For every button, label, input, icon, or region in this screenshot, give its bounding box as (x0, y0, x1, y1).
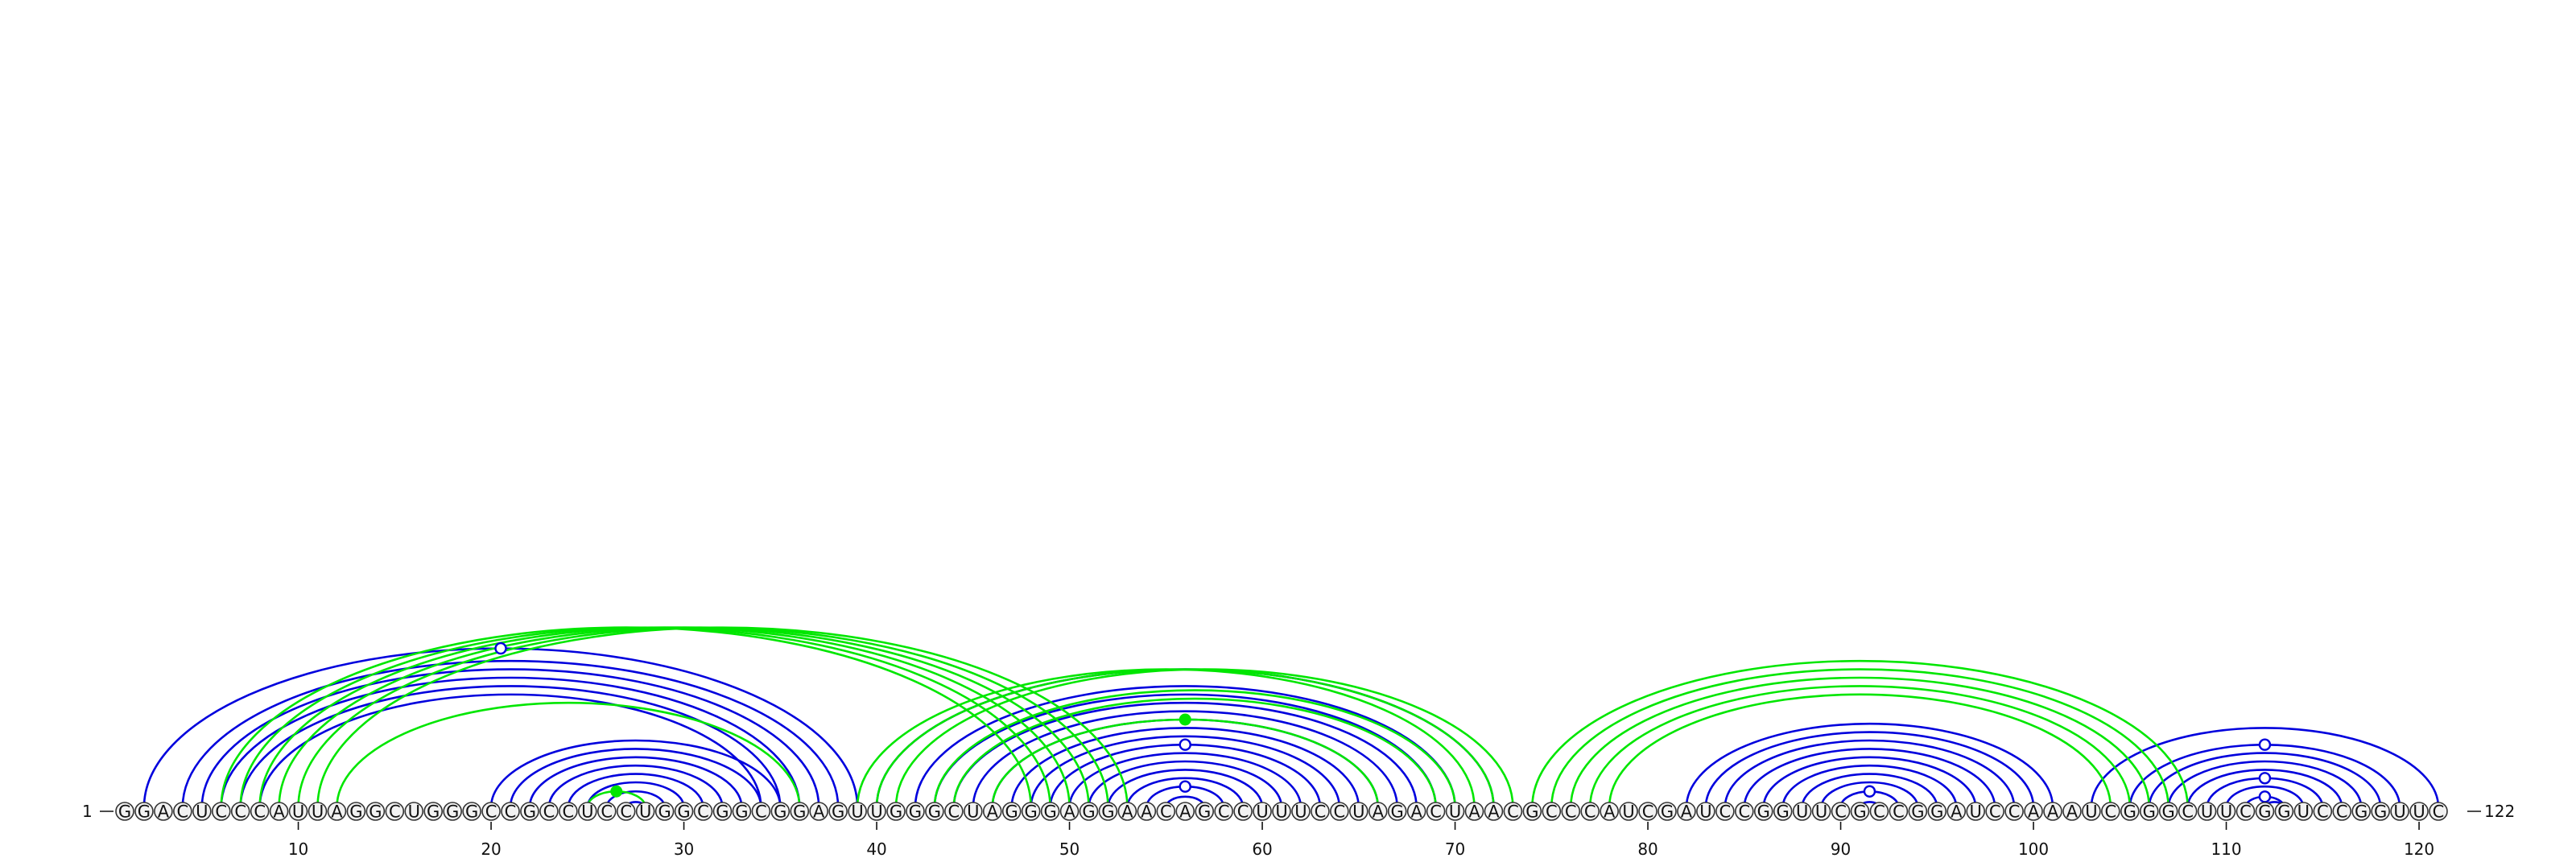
nucleotide-letter: A (331, 802, 343, 822)
nucleotide (1253, 802, 1271, 822)
nucleotide (1484, 802, 1502, 822)
nucleotide-letter: G (1660, 802, 1674, 822)
nucleotide (1022, 802, 1040, 822)
nucleotide-letter: C (388, 802, 401, 822)
nucleotide (964, 802, 982, 822)
nucleotide (1331, 802, 1348, 822)
end-label: 122 (2484, 802, 2516, 821)
nucleotide (848, 802, 866, 822)
nucleotide (2314, 802, 2331, 822)
nucleotide-letter: U (1622, 802, 1635, 822)
nucleotide (482, 802, 500, 822)
nucleotide (1447, 802, 1464, 822)
nucleotide-letter: G (2355, 802, 2368, 822)
nucleotide-letter: C (1545, 802, 1558, 822)
tick-label: 50 (1059, 839, 1080, 858)
filled-marker (1179, 714, 1191, 725)
nucleotide (1215, 802, 1232, 822)
nucleotide (637, 802, 654, 822)
nucleotide-letter: U (581, 802, 594, 822)
nucleotide-letter: C (1893, 802, 1905, 822)
nucleotide (675, 802, 693, 822)
nucleotide (1080, 802, 1098, 822)
nucleotide-letter: G (1101, 802, 1115, 822)
nucleotide-letter: U (2219, 802, 2233, 822)
nucleotide-letter: C (1236, 802, 1249, 822)
nucleotide-letter: G (1024, 802, 1038, 822)
nucleotide (1697, 802, 1715, 822)
nucleotide-letter: G (889, 802, 903, 822)
nucleotide (1581, 802, 1599, 822)
nucleotide-letter: C (1430, 802, 1442, 822)
nucleotide-letter: C (254, 802, 266, 822)
nucleotide-letter: G (2258, 802, 2272, 822)
nucleotide (251, 802, 269, 822)
nucleotide-letter: G (1853, 802, 1867, 822)
nucleotide-letter: C (1333, 802, 1346, 822)
nucleotide (1003, 802, 1021, 822)
green-arc (1609, 695, 2111, 807)
nucleotide-letter: C (234, 802, 247, 822)
nucleotide-letter: G (1043, 802, 1057, 822)
nucleotide-letter: G (1757, 802, 1770, 822)
blue-arc (260, 695, 762, 807)
nucleotide (791, 802, 808, 822)
nucleotide-letter: A (1141, 802, 1153, 822)
tick-label: 10 (287, 839, 309, 858)
nucleotide-letter: U (2085, 802, 2098, 822)
nucleotide-letter: G (1930, 802, 1944, 822)
nucleotide-letter: C (1988, 802, 2001, 822)
nucleotide-letter: C (504, 802, 517, 822)
nucleotide (2083, 802, 2100, 822)
nucleotide-letter: C (1738, 802, 1751, 822)
nucleotide (984, 802, 1001, 822)
nucleotide (540, 802, 558, 822)
nucleotide-letter: U (1294, 802, 1307, 822)
position-ticks (288, 822, 2434, 858)
nucleotide-letter: C (1719, 802, 1732, 822)
nucleotide (2140, 802, 2158, 822)
nucleotide (1061, 802, 1079, 822)
nucleotide-letter: C (1159, 802, 1172, 822)
nucleotide-letter: G (658, 802, 671, 822)
nucleotide-letter: G (793, 802, 807, 822)
nucleotide (1639, 802, 1657, 822)
green-arc (1551, 670, 2168, 807)
nucleotide (1427, 802, 1445, 822)
nucleotide (926, 802, 943, 822)
nucleotide-letter: U (1275, 802, 1288, 822)
nucleotide (521, 802, 539, 822)
nucleotide (713, 802, 731, 822)
nucleotide (906, 802, 924, 822)
tick-label: 70 (1444, 839, 1466, 858)
nucleotide-letter: U (291, 802, 305, 822)
nucleotide-letter: G (427, 802, 440, 822)
nucleotide-letter: G (2374, 802, 2388, 822)
nucleotide-letter: G (137, 802, 151, 822)
nucleotide (2333, 802, 2351, 822)
nucleotide-letter: U (1448, 802, 1462, 822)
nucleotide-letter: U (311, 802, 324, 822)
nucleotide (1195, 802, 1213, 822)
nucleotide-letter: G (1911, 802, 1925, 822)
nucleotide (887, 802, 905, 822)
nucleotide-letter: A (1410, 802, 1422, 822)
nucleotide-letter: C (2316, 802, 2329, 822)
nucleotide-letter: U (1699, 802, 1712, 822)
nucleotide (463, 802, 481, 822)
nucleotide (1620, 802, 1637, 822)
nucleotide (1889, 802, 1907, 822)
nucleotide-letter: U (638, 802, 652, 822)
nucleotide (598, 802, 616, 822)
nucleotide (1523, 802, 1541, 822)
nucleotide (444, 802, 461, 822)
nucleotide-letter: A (2046, 802, 2059, 822)
nucleotide (2237, 802, 2255, 822)
nucleotide-letter: C (543, 802, 555, 822)
nucleotide-letter: G (446, 802, 460, 822)
tick-label: 80 (1637, 839, 1658, 858)
open-marker (2260, 773, 2270, 783)
green-arc (336, 703, 799, 807)
nucleotide (1042, 802, 1059, 822)
nucleotide-letter: G (832, 802, 845, 822)
nucleotide-letter: U (2297, 802, 2310, 822)
base-pair-arcs (144, 628, 2438, 807)
nucleotide-letter: G (716, 802, 729, 822)
nucleotide-letter: C (947, 802, 960, 822)
nucleotide (2005, 802, 2023, 822)
nucleotide (232, 802, 250, 822)
nucleotide (2025, 802, 2042, 822)
nucleotide-letter: C (215, 802, 228, 822)
nucleotide-letter: C (697, 802, 709, 822)
nucleotide-letter: U (967, 802, 980, 822)
nucleotide (829, 802, 847, 822)
nucleotide (1600, 802, 1618, 822)
open-marker (496, 643, 506, 654)
nucleotide (2160, 802, 2178, 822)
nucleotide-letter: C (562, 802, 575, 822)
nucleotide (1658, 802, 1676, 822)
nucleotide (2372, 802, 2389, 822)
nucleotide (116, 802, 134, 822)
nucleotide-letter: A (1179, 802, 1191, 822)
tick-label: 40 (866, 839, 887, 858)
nucleotide-letter: C (1835, 802, 1847, 822)
nucleotide (135, 802, 153, 822)
nucleotide (1755, 802, 1773, 822)
tick-label: 60 (1252, 839, 1273, 858)
nucleotide (1273, 802, 1290, 822)
nucleotide-letter: U (1256, 802, 1269, 822)
nucleotide (2410, 802, 2428, 822)
nucleotide-letter: G (1082, 802, 1096, 822)
nucleotide-letter: C (1583, 802, 1596, 822)
nucleotide-letter: C (601, 802, 613, 822)
nucleotide (1176, 802, 1194, 822)
nucleotide-letter: A (2066, 802, 2079, 822)
nucleotide-letter: U (870, 802, 883, 822)
nucleotide-letter: G (349, 802, 363, 822)
nucleotide (270, 802, 288, 822)
nucleotide (2102, 802, 2120, 822)
nucleotide-letter: U (1814, 802, 1828, 822)
nucleotide (1099, 802, 1117, 822)
nucleotide-letter: A (273, 802, 285, 822)
nucleotide (328, 802, 345, 822)
nucleotide (2352, 802, 2370, 822)
nucleotide (1832, 802, 1850, 822)
nucleotide (290, 802, 308, 822)
nucleotide (868, 802, 886, 822)
nucleotide-letter: C (1641, 802, 1654, 822)
nucleotide (1870, 802, 1888, 822)
nucleotide (1292, 802, 1310, 822)
nucleotide (2275, 802, 2293, 822)
nucleotide (1928, 802, 1946, 822)
nucleotide-letter: U (407, 802, 420, 822)
nucleotide-letter: C (620, 802, 633, 822)
nucleotide (579, 802, 597, 822)
nucleotide (174, 802, 192, 822)
nucleotide (2198, 802, 2216, 822)
nucleotide (502, 802, 519, 822)
nucleotide (617, 802, 635, 822)
nucleotide (733, 802, 750, 822)
nucleotide-letter: A (986, 802, 998, 822)
nucleotide-letter: C (755, 802, 767, 822)
nucleotide-letter: C (2182, 802, 2194, 822)
nucleotide (193, 802, 211, 822)
nucleotide (2391, 802, 2409, 822)
nucleotide-letter: C (1873, 802, 1885, 822)
nucleotide-letter: C (1564, 802, 1577, 822)
nucleotide-letter: C (2432, 802, 2445, 822)
nucleotide-letter: U (2393, 802, 2406, 822)
nucleotide (1794, 802, 1811, 822)
nucleotide (155, 802, 172, 822)
nucleotide (1369, 802, 1387, 822)
nucleotide (1813, 802, 1831, 822)
nucleotide (752, 802, 770, 822)
nucleotide-letter: G (927, 802, 942, 822)
nucleotide (1716, 802, 1734, 822)
nucleotide-letter: C (2008, 802, 2021, 822)
nucleotide-letter: A (1603, 802, 1616, 822)
nucleotide-letter: U (1352, 802, 1365, 822)
nucleotide (2218, 802, 2235, 822)
nucleotide-letter: A (157, 802, 170, 822)
nucleotide-letter: G (1005, 802, 1018, 822)
nucleotide-letter: C (2104, 802, 2117, 822)
nucleotide-letter: G (522, 802, 537, 822)
nucleotide (1118, 802, 1136, 822)
nucleotide-letter: G (2142, 802, 2156, 822)
nucleotide (2063, 802, 2081, 822)
nucleotide (2044, 802, 2062, 822)
nucleotide (1852, 802, 1869, 822)
open-marker (1864, 786, 1875, 797)
tick-label: 20 (481, 839, 502, 858)
open-marker (1180, 782, 1191, 792)
tick-label: 30 (673, 839, 695, 858)
nucleotide (213, 802, 230, 822)
nucleotide (424, 802, 442, 822)
tick-label: 100 (2017, 839, 2050, 858)
start-label: 1 (82, 802, 93, 821)
open-marker (2260, 791, 2270, 802)
nucleotide (2294, 802, 2312, 822)
nucleotide-letter: U (2413, 802, 2425, 822)
open-marker (1180, 740, 1191, 750)
nucleotide-letter: A (1680, 802, 1693, 822)
green-arc (221, 628, 1031, 807)
nucleotide-letter: G (774, 802, 787, 822)
nucleotide-letter: G (118, 802, 132, 822)
nucleotide (1678, 802, 1695, 822)
nucleotide (1389, 802, 1406, 822)
nucleotide-letter: C (485, 802, 497, 822)
nucleotide-letter: G (1525, 802, 1539, 822)
green-arc (1571, 678, 2149, 807)
nucleotide (1774, 802, 1792, 822)
nucleotide-letter: U (1795, 802, 1809, 822)
nucleotide (1408, 802, 1426, 822)
nucleotide (366, 802, 384, 822)
nucleotide (1157, 802, 1174, 822)
nucleotide (945, 802, 963, 822)
nucleotide-letter: G (2161, 802, 2175, 822)
nucleotide-letter: G (369, 802, 382, 822)
nucleotide-letter: G (908, 802, 923, 822)
nucleotide (1311, 802, 1329, 822)
nucleotide-letter: C (2240, 802, 2252, 822)
nucleotide (1909, 802, 1926, 822)
nucleotide-letter: G (735, 802, 749, 822)
nucleotide-letter: G (464, 802, 479, 822)
nucleotide-letter: C (1507, 802, 1519, 822)
nucleotide-letter: A (1951, 802, 1963, 822)
nucleotide (810, 802, 828, 822)
nucleotide-letter: C (2335, 802, 2348, 822)
nucleotide (405, 802, 423, 822)
nucleotide-letter: A (813, 802, 825, 822)
nucleotide (1234, 802, 1252, 822)
nucleotide (2179, 802, 2197, 822)
nucleotide-letter: C (176, 802, 189, 822)
nucleotide-letter: U (196, 802, 208, 822)
nucleotide (1350, 802, 1368, 822)
nucleotide (1986, 802, 2004, 822)
nucleotide-letter: U (851, 802, 864, 822)
nucleotide-letter: G (2123, 802, 2136, 822)
nucleotide (1466, 802, 1484, 822)
nucleotide-letter: G (1776, 802, 1790, 822)
nucleotide (2256, 802, 2273, 822)
nucleotide-letter: G (1198, 802, 1212, 822)
nucleotide-letter: G (1390, 802, 1404, 822)
filled-marker (611, 786, 622, 797)
nucleotide (1137, 802, 1155, 822)
nucleotide (347, 802, 365, 822)
nucleotide (1736, 802, 1753, 822)
nucleotide (1967, 802, 1984, 822)
nucleotide-letter: U (2200, 802, 2214, 822)
nucleotide-letter: A (1372, 802, 1384, 822)
nucleotide-letter: A (1488, 802, 1500, 822)
tick-label: 120 (2403, 839, 2435, 858)
nucleotide (2121, 802, 2139, 822)
nucleotide (695, 802, 712, 822)
nucleotide-letter: A (1121, 802, 1133, 822)
nucleotide (1542, 802, 1560, 822)
nucleotide-letter: U (1969, 802, 1982, 822)
tick-label: 90 (1830, 839, 1852, 858)
nucleotide-letter: A (1063, 802, 1075, 822)
nucleotide-letter: C (1314, 802, 1327, 822)
tick-label: 110 (2211, 839, 2242, 858)
nucleotide (656, 802, 674, 822)
nucleotide (2429, 802, 2447, 822)
nucleotides (116, 802, 2447, 822)
nucleotide (386, 802, 403, 822)
green-arc (1532, 661, 2187, 807)
nucleotide (1504, 802, 1521, 822)
nucleotide (771, 802, 789, 822)
nucleotide (559, 802, 577, 822)
nucleotide (1947, 802, 1965, 822)
open-marker (2260, 740, 2270, 750)
nucleotide-letter: C (1217, 802, 1230, 822)
nucleotide-letter: G (2277, 802, 2291, 822)
nucleotide (1562, 802, 1579, 822)
nucleotide (309, 802, 327, 822)
nucleotide-letter: G (677, 802, 691, 822)
nucleotide-letter: A (2027, 802, 2040, 822)
arc-markers (496, 643, 2270, 802)
nucleotide-letter: A (1468, 802, 1480, 822)
blue-arc (202, 670, 819, 807)
